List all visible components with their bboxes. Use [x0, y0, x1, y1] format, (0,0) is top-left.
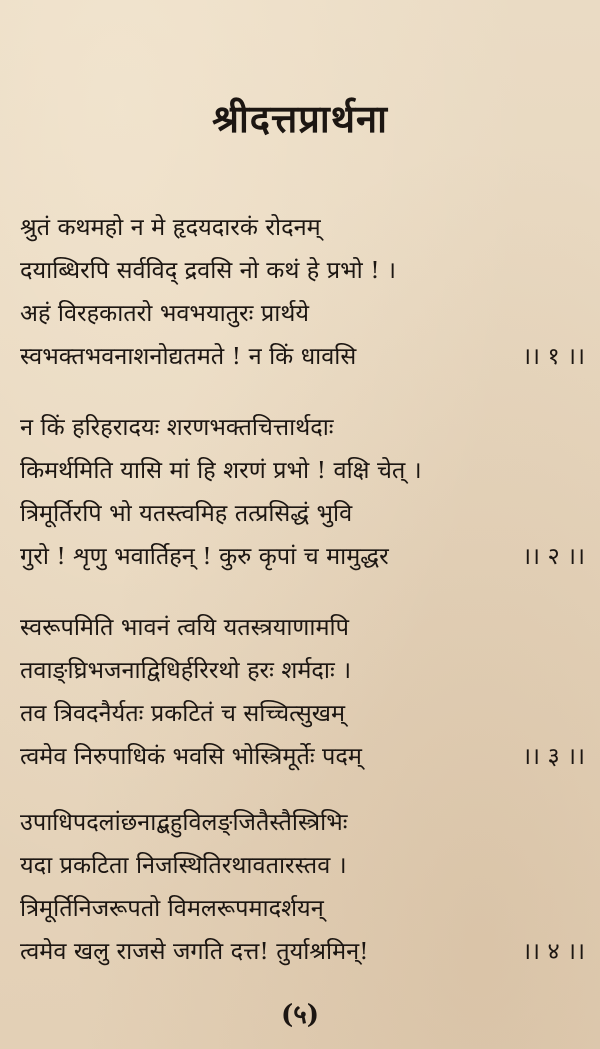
verse-line-last — [20, 930, 585, 973]
verse-line: तवाङ्घ्रिभजनाद्विधिर्हरिरथो हरः शर्मदाः । — [20, 656, 352, 684]
page-title: श्रीदत्तप्रार्थना — [212, 96, 388, 141]
stanza-4 — [20, 801, 585, 973]
verse-line: यदा प्रकटिता निजस्थितिरथावतारस्तव । — [20, 851, 347, 879]
verse-line: अहं विरहकातरो भवभयातुरः प्रार्थये — [20, 299, 309, 327]
stanza-3 — [20, 606, 585, 778]
verse-line-last — [20, 735, 585, 778]
verse-line-last — [20, 535, 585, 578]
verse-line: त्रिमूर्तिरपि भो यतस्त्वमिह तत्प्रसिद्धं भुवि — [20, 499, 353, 527]
verse-line: न किं हरिहरादयः शरणभक्तचित्तार्थदाः — [20, 413, 334, 441]
verse-line-last — [20, 335, 585, 378]
verse-number: ।। ४ ।। — [522, 937, 585, 965]
verse-text: त्वमेव खलु राजसे जगति दत्त! तुर्याश्रमिन्! — [20, 937, 369, 965]
verse-line: दयाब्धिरपि सर्वविद् द्रवसि नो कथं हे प्रभो ! । — [20, 256, 397, 284]
verse-text: स्वभक्तभवनाशनोद्यतमते ! न किं धावसि — [20, 342, 357, 370]
page-number: (५) — [280, 1000, 320, 1030]
verse-line: तव त्रिवदनैर्यतः प्रकटितं च सच्चित्सुखम् — [20, 699, 346, 727]
verse-number: ।। १ ।। — [522, 342, 585, 370]
verse-line: उपाधिपदलांछनाद्बहुविलङ्जितैस्तैस्त्रिभिः — [20, 808, 348, 836]
verse-line: त्रिमूर्तिनिजरूपतो विमलरूपमादर्शयन् — [20, 894, 324, 922]
verse-number: ।। ३ ।। — [522, 742, 585, 770]
stanza-2 — [20, 406, 585, 578]
verse-text: गुरो ! शृणु भवार्तिहन् ! कुरु कृपां च मामुद्धर — [20, 542, 389, 570]
stanza-1 — [20, 206, 585, 378]
verse-text: त्वमेव निरुपाधिकं भवसि भोस्त्रिमूर्तेः पदम् — [20, 742, 362, 770]
verse-line: किमर्थमिति यासि मां हि शरणं प्रभो ! वक्षि चेत् । — [20, 456, 422, 484]
verse-line: श्रुतं कथमहो न मे हृदयदारकं रोदनम् — [20, 213, 321, 241]
verse-line: स्वरूपमिति भावनं त्वयि यतस्त्रयाणामपि — [20, 613, 349, 641]
verse-number: ।। २ ।। — [522, 542, 585, 570]
